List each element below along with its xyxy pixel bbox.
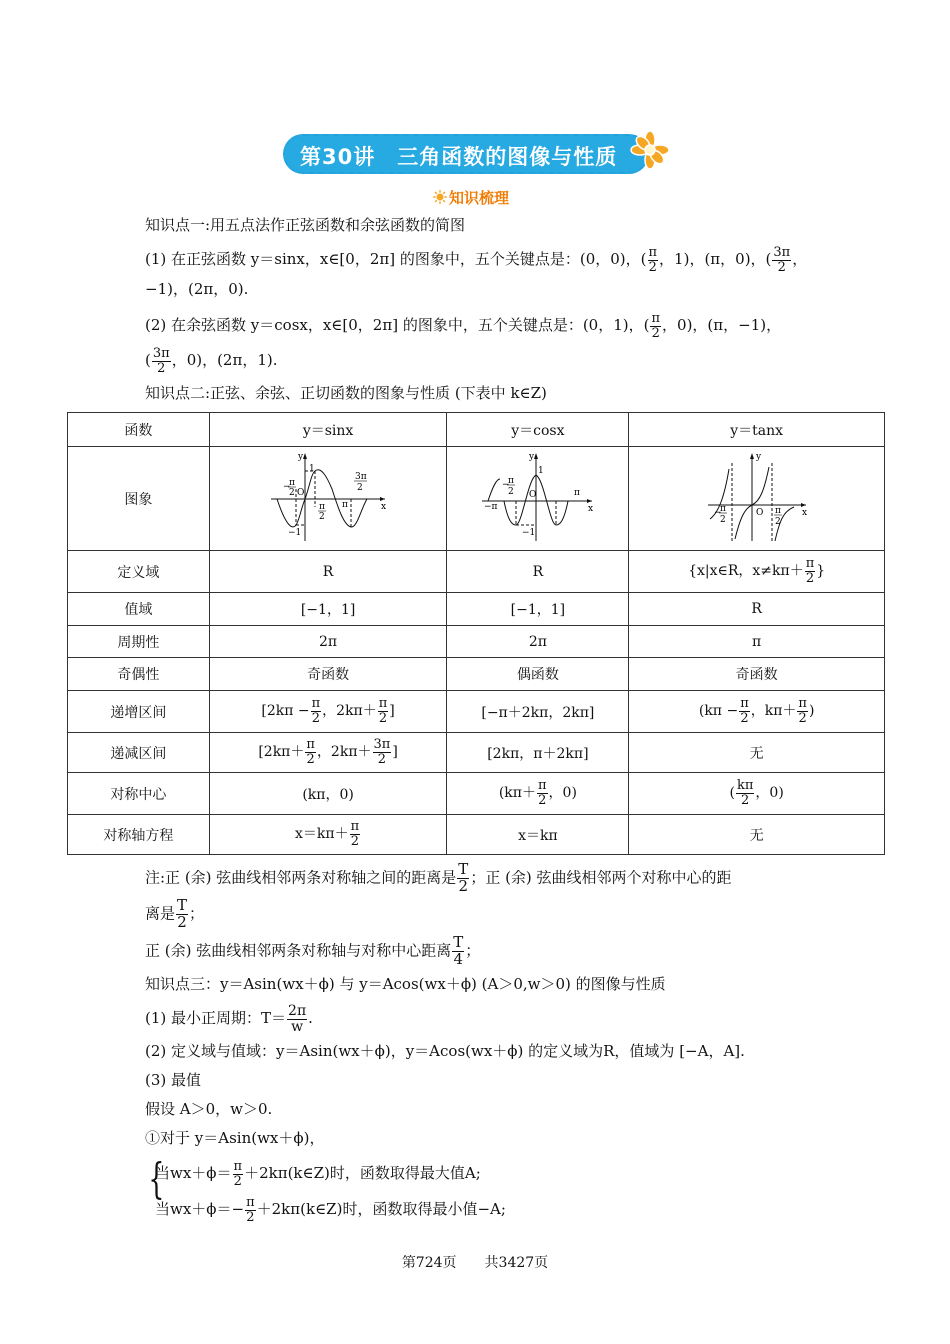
fraction: $\frac{3\pi}{2}$ (152, 346, 170, 376)
svg-text:1: 1 (537, 465, 544, 476)
table-cell: 奇函数 (209, 658, 447, 691)
table-row (68, 626, 885, 658)
fraction: $\frac{\pi}{2}$ (648, 245, 658, 275)
table-cell: π (629, 626, 885, 658)
table-cell: y＝sinx (209, 413, 447, 447)
table-cell: {x|x∈R，x≠kπ＋ $\frac{\pi}{2}$ } (629, 551, 885, 593)
svg-text:1: 1 (309, 463, 315, 474)
table-cell: [−1，1] (209, 593, 447, 626)
kp3-assumption: 假设 A＞0，w＞0. (145, 1100, 273, 1118)
table-cell: (kπ＋ $\frac{\pi}{2}$ ，0) (447, 773, 629, 815)
table-cell: [2kπ，π＋2kπ] (447, 733, 629, 773)
svg-text:3π: 3π (355, 471, 367, 482)
min-condition: 当wx＋ϕ＝− $\frac{\pi}{2}$ ＋2kπ(k∈Z)时，函数取得最小值−A; (155, 1195, 506, 1225)
tan-graph-cell (629, 447, 885, 551)
table-cell: 定义域 (68, 551, 210, 593)
svg-text:π: π (719, 503, 726, 514)
svg-text:O: O (755, 507, 764, 518)
fraction: $\frac{T}{2}$ (177, 896, 188, 931)
sin-graph (263, 449, 393, 545)
table-cell: 2π (447, 626, 629, 658)
tan-graph (702, 449, 812, 545)
table-cell: 奇偶性 (68, 658, 210, 691)
svg-text:π: π (319, 501, 325, 512)
fraction: $\frac{2\pi}{w}$ (288, 1003, 307, 1035)
svg-text:−1: −1 (288, 527, 302, 538)
cos-graph-cell (447, 447, 629, 551)
table-cell: 递减区间 (68, 733, 210, 773)
fraction: $\frac{\pi}{2}$ (246, 1195, 255, 1225)
svg-text:−π: −π (483, 501, 498, 512)
kp3-extrema: (3) 最值 (145, 1071, 202, 1089)
fraction: $\frac{3\pi}{2}$ (373, 737, 391, 767)
svg-text:2: 2 (289, 487, 295, 498)
sin-graph-cell (209, 447, 447, 551)
svg-text:−: − (501, 479, 510, 490)
svg-text:2: 2 (357, 482, 363, 493)
table-cell: [2kπ＋ $\frac{\pi}{2}$ ，2kπ＋ $\frac{3\pi}{2}$ ] (209, 733, 447, 773)
fraction: $\frac{\pi}{2}$ (306, 737, 315, 767)
left-brace: { (148, 1154, 165, 1203)
fraction: $\frac{\pi}{2}$ (311, 696, 321, 726)
fraction: $\frac{T}{2}$ (458, 860, 469, 895)
note-line-3: 正 (余) 弦曲线相邻两条对称轴与对称中心距离 $\frac{T}{4}$ ； (145, 933, 481, 968)
table-row (68, 815, 885, 855)
properties-table (67, 412, 885, 855)
svg-text:x: x (801, 507, 807, 518)
table-cell: 周期性 (68, 626, 210, 658)
fraction: $\frac{\pi}{2}$ (378, 696, 388, 726)
table-cell: ( $\frac{k\pi}{2}$ ，0) (629, 773, 885, 815)
kp1-line3: (2) 在余弦函数 y＝cosx，x∈[0，2π] 的图象中，五个关键点是：(0，1)，( $\frac{\pi}{2}$ ，0)，(π，−1)， (145, 311, 782, 341)
table-cell: R (209, 551, 447, 593)
note-line-2: 离是 $\frac{T}{2}$ ； (145, 896, 205, 931)
fraction: $\frac{\pi}{2}$ (798, 696, 807, 726)
kp1-line1: (1) 在正弦函数 y＝sinx，x∈[0，2π] 的图象中，五个关键点是：(0，0)，( $\frac{\pi}{2}$ ，1)，(π，0)，( $\frac{3\pi}{2}$ ， (145, 245, 808, 275)
table-cell: 2π (209, 626, 447, 658)
cos-graph (478, 449, 598, 545)
table-row (68, 447, 885, 551)
table-row (68, 593, 885, 626)
svg-text:x: x (587, 503, 593, 514)
svg-text:π: π (573, 487, 580, 498)
table-cell: 对称中心 (68, 773, 210, 815)
fraction: $\frac{\pi}{2}$ (350, 819, 360, 849)
table-cell: y＝cosx (447, 413, 629, 447)
kp3-case-sin: ①对于 y＝Asin(wx＋ϕ)， (145, 1129, 325, 1147)
table-cell: [−π＋2kπ，2kπ] (447, 691, 629, 733)
fraction: $\frac{\pi}{2}$ (651, 311, 661, 341)
table-cell: x＝kπ (447, 815, 629, 855)
kp1-line2: −1)，(2π，0). (145, 280, 249, 298)
svg-text:π: π (507, 475, 514, 486)
table-cell: x＝kπ＋ $\frac{\pi}{2}$ (209, 815, 447, 855)
kp3-domain-range: (2) 定义域与值域：y＝Asin(wx＋ϕ)，y＝Acos(wx＋ϕ) 的定义域为R，值域为 [−A，A]. (145, 1042, 745, 1060)
table-cell: [−1，1] (447, 593, 629, 626)
svg-text:−1: −1 (521, 527, 536, 538)
page-title: 第30讲 三角函数的图像与性质 (300, 145, 618, 169)
table-cell: 无 (629, 815, 885, 855)
table-row (68, 691, 885, 733)
table-row (68, 658, 885, 691)
svg-text:O: O (297, 487, 305, 498)
svg-text:π: π (774, 505, 781, 516)
svg-text:−: − (713, 507, 722, 518)
table-cell: 偶函数 (447, 658, 629, 691)
table-cell: 图象 (68, 447, 210, 551)
section-heading: 知识梳理 (449, 189, 510, 207)
table-cell: 函数 (68, 413, 210, 447)
kp3-period: (1) 最小正周期：T＝ $\frac{2\pi}{w}$ . (145, 1003, 313, 1035)
fraction: $\frac{\pi}{2}$ (538, 778, 547, 808)
svg-text:y: y (298, 451, 304, 462)
svg-text:y: y (755, 451, 761, 462)
fraction: $\frac{T}{4}$ (453, 933, 464, 968)
page-footer: 第724页 共3427页 (401, 1255, 549, 1271)
max-condition: 当wx＋ϕ＝ $\frac{\pi}{2}$ ＋2kπ(k∈Z)时，函数取得最大值A; (155, 1159, 481, 1189)
fraction: $\frac{\pi}{2}$ (233, 1159, 243, 1189)
table-cell: 无 (629, 733, 885, 773)
svg-text:π: π (342, 499, 348, 510)
table-cell: y＝tanx (629, 413, 885, 447)
svg-text:2: 2 (774, 516, 781, 527)
svg-text:y: y (528, 451, 534, 462)
svg-text:O: O (528, 489, 537, 500)
kp2-title: 知识点二:正弦、余弦、正切函数的图象与性质 (下表中 k∈Z) (145, 384, 547, 402)
table-cell: 对称轴方程 (68, 815, 210, 855)
flower-icon (630, 128, 672, 172)
note-line-1: 注:正 (余) 弦曲线相邻两条对称轴之间的距离是 $\frac{T}{2}$ ；正 (余) 弦曲线相邻两个对称中心的距 (145, 860, 732, 895)
svg-text:x: x (381, 501, 387, 512)
kp1-line4: ( $\frac{3\pi}{2}$ ，0)，(2π，1). (145, 346, 278, 376)
kp3-title: 知识点三：y＝Asin(wx＋ϕ) 与 y＝Acos(wx＋ϕ) (A＞0,w＞0) 的图像与性质 (145, 975, 666, 993)
fraction: $\frac{3\pi}{2}$ (773, 245, 791, 275)
table-row (68, 773, 885, 815)
svg-text:2: 2 (319, 511, 325, 522)
svg-text:−: − (283, 481, 291, 492)
table-cell: 值域 (68, 593, 210, 626)
kp1-title: 知识点一:用五点法作正弦函数和余弦函数的简图 (145, 216, 466, 234)
fraction: $\frac{k\pi}{2}$ (736, 778, 754, 808)
table-cell: R (629, 593, 885, 626)
svg-text:2: 2 (719, 514, 726, 525)
svg-text:π: π (289, 477, 295, 488)
table-row (68, 733, 885, 773)
fraction: $\frac{\pi}{2}$ (740, 696, 749, 726)
sun-icon (433, 190, 447, 204)
table-cell: R (447, 551, 629, 593)
table-row (68, 551, 885, 593)
table-cell: 递增区间 (68, 691, 210, 733)
svg-text:2: 2 (507, 486, 514, 497)
table-cell: 奇函数 (629, 658, 885, 691)
table-row (68, 413, 885, 447)
table-cell: (kπ，0) (209, 773, 447, 815)
table-cell: (kπ − $\frac{\pi}{2}$ ，kπ＋ $\frac{\pi}{2}$ ) (629, 691, 885, 733)
fraction: $\frac{\pi}{2}$ (805, 556, 815, 586)
table-cell: [2kπ − $\frac{\pi}{2}$ ，2kπ＋ $\frac{\pi}{2}$ ] (209, 691, 447, 733)
